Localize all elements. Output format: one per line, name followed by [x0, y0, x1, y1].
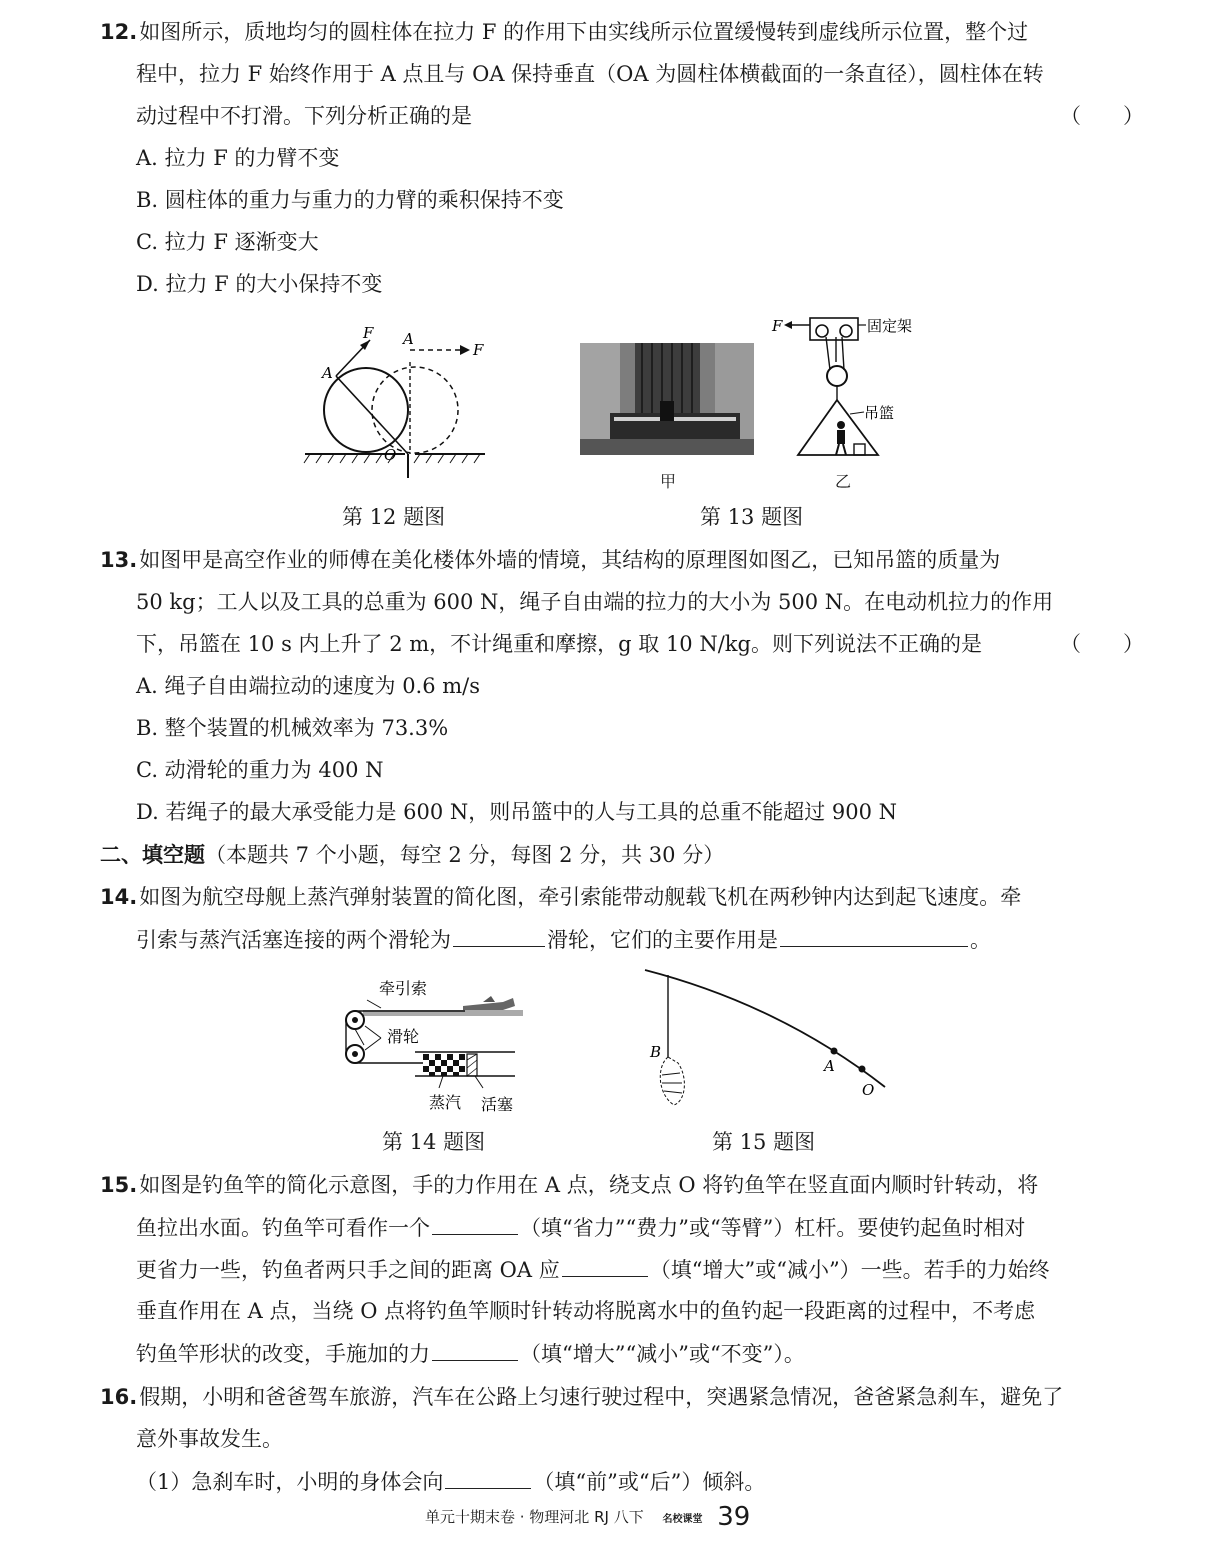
q12-option-d: D. 拉力 F 的大小保持不变: [136, 272, 383, 296]
point-A: [831, 1048, 838, 1055]
q12-cylinder-figure: [300, 318, 500, 493]
label-pulley: 滑轮: [387, 1027, 420, 1046]
q13-option-d: D. 若绳子的最大承受能力是 600 N，则吊篮中的人与工具的总重不能超过 900 N: [136, 800, 898, 824]
q16-number: 16.: [100, 1385, 138, 1409]
q13-number: 13.: [100, 548, 138, 572]
label-A-dashed: A: [403, 330, 414, 348]
q13-answer-paren: （ ）: [1060, 632, 1144, 656]
q13-label-yi: 乙: [835, 472, 852, 491]
q14-line-2: 引索与蒸汽活塞连接的两个滑轮为 滑轮，它们的主要作用是 。: [136, 924, 991, 955]
label-A: A: [824, 1057, 835, 1075]
label-traction-rope: 牵引索: [379, 979, 428, 998]
q12-option-b: B. 圆柱体的重力与重力的力臂的乘积保持不变: [136, 188, 564, 212]
q14-number: 14.: [100, 885, 138, 909]
q12-option-a: A. 拉力 F 的力臂不变: [136, 146, 340, 170]
q14-catapult-figure: [335, 970, 535, 1120]
label-B: B: [650, 1043, 662, 1061]
q13-caption: 第 13 题图: [700, 505, 804, 529]
point-O: [859, 1066, 866, 1073]
q15-blank-2[interactable]: [562, 1254, 648, 1277]
q14-caption: 第 14 题图: [382, 1130, 486, 1154]
q15-text-1: 如图是钓鱼竿的简化示意图，手的力作用在 A 点，绕支点 O 将钓鱼竿在竖直面内顺时针转动，将: [139, 1173, 1039, 1197]
label-A-solid: A: [322, 364, 333, 382]
label-fixed-frame: 固定架: [867, 317, 913, 335]
page-number: 39: [717, 1502, 751, 1532]
q14-text-1: 如图为航空母舰上蒸汽弹射装置的简化图，牵引索能带动舰载飞机在两秒钟内达到起飞速度。牵: [139, 885, 1022, 909]
q12-answer-paren: （ ）: [1060, 104, 1144, 128]
q15-caption: 第 15 题图: [712, 1130, 816, 1154]
label-F-solid: F: [363, 324, 374, 342]
q16-text-1: 假期，小明和爸爸驾车旅游，汽车在公路上匀速行驶过程中，突遇紧急情况，爸爸紧急刹车，避免了: [139, 1385, 1064, 1409]
section-2-heading: [100, 840, 724, 870]
movable-pulley: [827, 366, 847, 386]
label-basket: 吊篮: [864, 404, 895, 422]
q14-line-1: [100, 882, 1021, 912]
q13-line-3: 下，吊篮在 10 s 内上升了 2 m，不计绳重和摩擦，g 取 10 N/kg。则下列说法不正确的是: [136, 632, 982, 656]
q12-option-c: C. 拉力 F 逐渐变大: [136, 230, 319, 254]
q15-line-2: 鱼拉出水面。钓鱼竿可看作一个 （填“省力”“费力”或“等臂”）杠杆。要使钓起鱼时相对: [136, 1212, 1025, 1243]
page-footer: [425, 1502, 750, 1532]
label-steam: 蒸汽: [429, 1093, 462, 1112]
q13-option-b: B. 整个装置的机械效率为 73.3%: [136, 716, 449, 740]
q15-line-5: 钓鱼竿形状的改变，手施加的力 （填“增大”“减小”或“不变”）。: [136, 1338, 805, 1369]
q15-line-1: [100, 1170, 1038, 1200]
section-2-title: 二、填空题: [100, 843, 205, 867]
q15-fishing-rod-figure: [640, 965, 900, 1115]
label-F-dashed: F: [473, 341, 484, 359]
q16-line-2: 意外事故发生。: [136, 1427, 283, 1451]
q12-text-1: 如图所示，质地均匀的圆柱体在拉力 F 的作用下由实线所示位置缓慢转到虚线所示位置，整个过: [139, 20, 1029, 44]
q12-caption: 第 12 题图: [342, 505, 446, 529]
q12-line-3: 动过程中不打滑。下列分析正确的是: [136, 104, 472, 128]
q13-option-a: A. 绳子自由端拉动的速度为 0.6 m/s: [136, 674, 481, 698]
q15-line-4: 垂直作用在 A 点，当绕 O 点将钓鱼竿顺时针转动将脱离水中的鱼钓起一段距离的过程中，不考虑: [136, 1299, 1036, 1323]
q14-blank-1[interactable]: [453, 924, 545, 947]
q16-line-1: [100, 1382, 1063, 1412]
footer-text: 单元十期末卷 · 物理河北 RJ 八下: [425, 1508, 644, 1526]
q13-photo-jia: [580, 343, 754, 455]
q15-number: 15.: [100, 1173, 138, 1197]
q12-line-2: 程中，拉力 F 始终作用于 A 点且与 OA 保持垂直（OA 为圆柱体横截面的一条直径），圆柱体在转: [136, 62, 1044, 86]
steam-checker: [423, 1054, 465, 1076]
q16-sub-1: （1）急刹车时，小明的身体会向 （填“前”或“后”）倾斜。: [136, 1466, 765, 1497]
q15-blank-3[interactable]: [432, 1338, 518, 1361]
label-piston: 活塞: [481, 1095, 514, 1114]
q13-line-1: [100, 545, 1000, 575]
q13-pulley-diagram: [770, 312, 940, 462]
section-2-note: （本题共 7 个小题，每空 2 分，每图 2 分，共 30 分）: [205, 843, 725, 867]
label-O: O: [384, 446, 397, 464]
q14-blank-2[interactable]: [780, 924, 968, 947]
q13-line-2: 50 kg；工人以及工具的总重为 600 N，绳子自由端的拉力的大小为 500 N。在电动机拉力的作用: [136, 590, 1054, 614]
dashed-cylinder-circle: [372, 367, 458, 453]
fishing-rod: [645, 970, 885, 1087]
q13-label-jia: 甲: [660, 472, 677, 491]
fish: [660, 1057, 684, 1105]
q13-text-1: 如图甲是高空作业的师傅在美化楼体外墙的情境，其结构的原理图如图乙，已知吊篮的质量为: [139, 548, 1001, 572]
q13-option-c: C. 动滑轮的重力为 400 N: [136, 758, 384, 782]
force-arrowhead: [784, 321, 792, 329]
footer-brand: 名校课堂: [662, 1514, 703, 1525]
q15-line-3: 更省力一些，钓鱼者两只手之间的距离 OA 应 （填“增大”或“减小”）一些。若手的力始终: [136, 1254, 1050, 1285]
q15-blank-1[interactable]: [432, 1212, 518, 1235]
diameter-OA-solid: [336, 376, 408, 454]
label-F: F: [772, 317, 783, 335]
fixed-frame: [810, 318, 858, 340]
q16-blank-1[interactable]: [445, 1466, 531, 1489]
force-arrowhead-dashed: [460, 345, 470, 355]
q12-line-1: [100, 17, 1028, 47]
q12-number: 12.: [100, 20, 138, 44]
label-O: O: [862, 1081, 875, 1099]
